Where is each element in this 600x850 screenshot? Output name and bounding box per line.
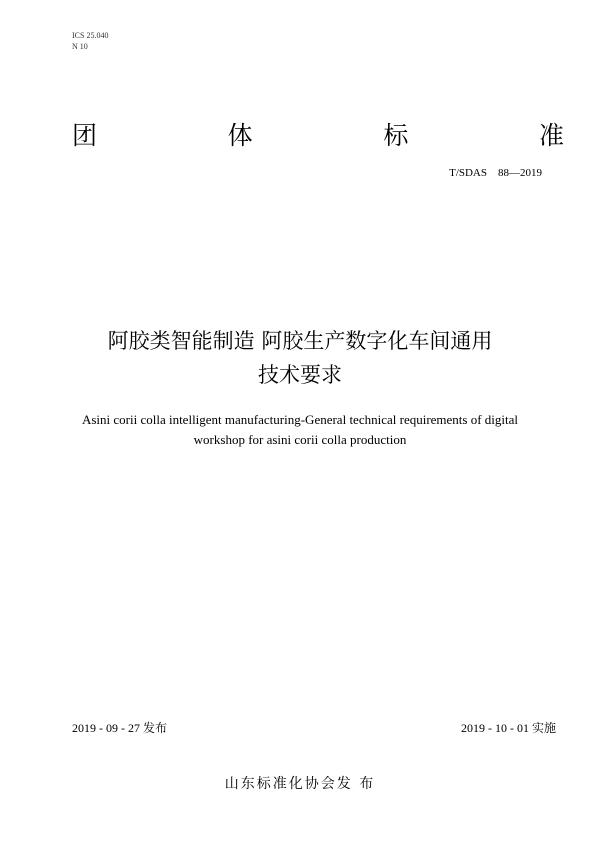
standard-type-char: 团 [72,121,98,150]
standard-type-char: 标 [383,121,409,150]
classification-codes [72,30,108,52]
ccs-code: N 10 [72,42,88,51]
implement-date [461,719,556,736]
title-en-line1: Asini corii colla intelligent manufacturing-General technical requirements of digital [81,412,519,427]
implement-date-value: 2019 - 10 - 01 [460,721,529,735]
title-en-line2: workshop for asini corii colla production [193,432,407,447]
ics-code: ICS 25.040 [72,31,109,40]
title-cn-line1: 阿胶类智能制造 阿胶生产数字化车间通用 [107,329,493,353]
title-chinese [0,324,600,392]
publish-label: 发布 [143,721,168,735]
standard-type-char: 准 [538,121,564,150]
publish-date [72,719,167,736]
standard-type-char: 体 [227,121,253,150]
standard-code: T/SDAS 88—2019 [449,167,542,179]
implement-label: 实施 [531,721,556,735]
standard-type-heading [72,116,564,152]
title-cn-line2: 技术要求 [258,363,342,387]
publisher: 山东标准化协会发 布 [224,776,376,792]
publish-date-value: 2019 - 09 - 27 [72,721,140,735]
title-english [40,410,560,450]
